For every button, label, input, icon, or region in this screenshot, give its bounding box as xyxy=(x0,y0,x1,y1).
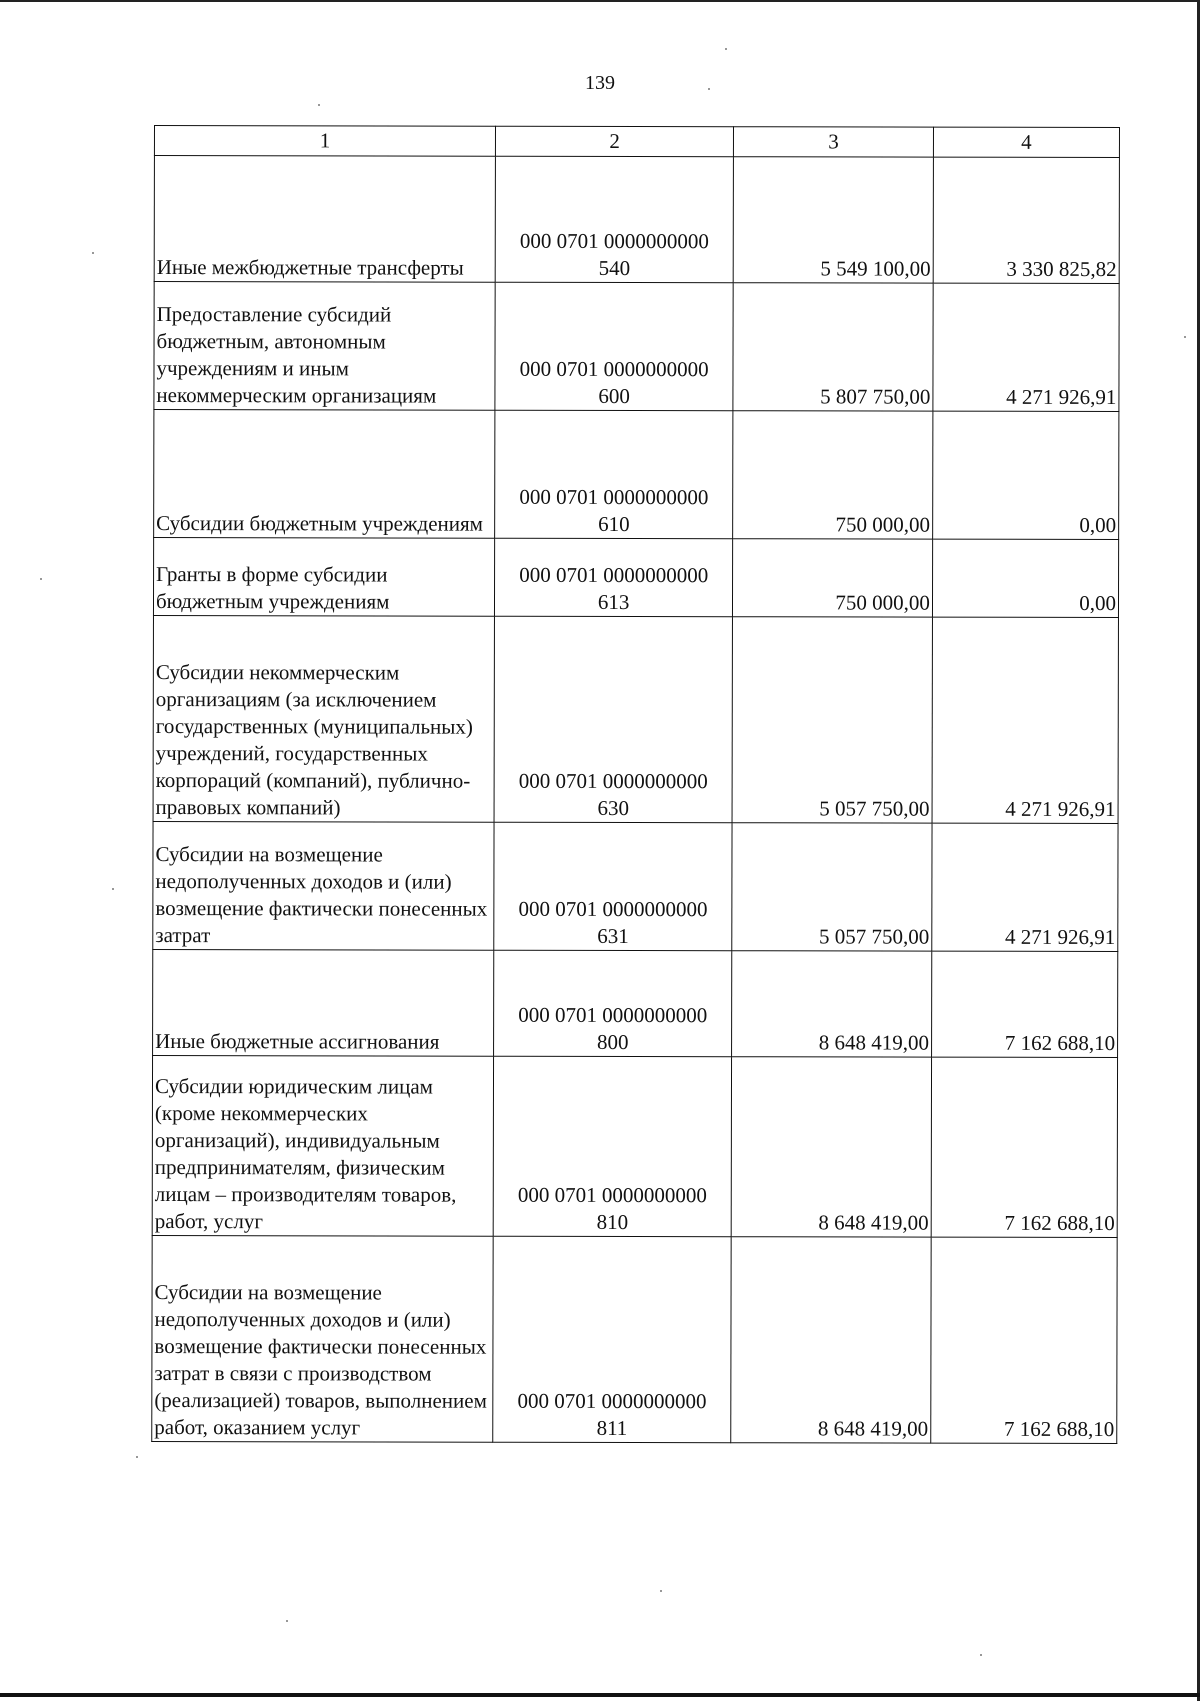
scan-speck xyxy=(112,888,114,890)
row-plan: 750 000,00 xyxy=(733,539,933,617)
row-code xyxy=(493,1236,731,1442)
row-code-line2: 811 xyxy=(596,1415,628,1440)
row-code-line2: 600 xyxy=(598,383,630,408)
header-row xyxy=(154,126,1119,158)
table-row xyxy=(154,410,1119,540)
scan-speck xyxy=(286,1620,288,1622)
scan-speck xyxy=(660,1590,662,1592)
row-code xyxy=(495,156,733,282)
row-code-line1: 000 0701 0000000000 xyxy=(518,896,708,922)
row-code-line2: 540 xyxy=(598,255,631,280)
row-plan: 8 648 419,00 xyxy=(731,1057,931,1237)
row-code xyxy=(494,616,732,822)
scan-speck xyxy=(708,88,710,90)
row-actual: 0,00 xyxy=(933,411,1119,539)
row-code-line1: 000 0701 0000000000 xyxy=(519,562,709,588)
scan-speck xyxy=(92,252,94,254)
row-actual: 7 162 688,10 xyxy=(931,1237,1118,1443)
table-row xyxy=(153,949,1118,1057)
row-name: Иные бюджетные ассигнования xyxy=(153,949,494,1056)
scan-edge-bottom xyxy=(0,1693,1200,1697)
row-plan: 5 549 100,00 xyxy=(733,157,933,283)
table-body xyxy=(152,156,1120,1444)
scan-speck xyxy=(136,1456,138,1458)
table-row xyxy=(153,538,1118,618)
row-name: Субсидии некоммерческим организациям (за исключением государственных (муниципальных) учреждений, государственных корпораций (компаний), публично-правовых компаний) xyxy=(153,616,495,823)
row-code-line1: 000 0701 0000000000 xyxy=(518,768,708,794)
table-row xyxy=(152,1055,1117,1237)
row-plan: 750 000,00 xyxy=(733,411,933,539)
row-code xyxy=(493,1056,731,1236)
row-plan: 5 807 750,00 xyxy=(733,283,933,411)
row-code-line1: 000 0701 0000000000 xyxy=(517,1182,707,1208)
row-code xyxy=(494,950,732,1056)
row-code-line2: 810 xyxy=(596,1209,629,1234)
row-plan: 5 057 750,00 xyxy=(732,823,932,951)
row-actual: 4 271 926,91 xyxy=(932,617,1119,823)
row-code-line2: 613 xyxy=(597,589,630,614)
row-actual: 4 271 926,91 xyxy=(933,283,1119,411)
page-number: 139 xyxy=(585,72,615,94)
row-code-line1: 000 0701 0000000000 xyxy=(519,356,709,382)
row-code-line1: 000 0701 0000000000 xyxy=(518,1002,708,1028)
column-header-2: 2 xyxy=(496,126,734,156)
row-plan: 5 057 750,00 xyxy=(732,617,932,823)
row-plan: 8 648 419,00 xyxy=(731,1237,931,1443)
row-name: Иные межбюджетные трансферты xyxy=(154,156,495,283)
row-name: Субсидии на возмещение недополученных доходов и (или) возмещение фактически понесенных затрат в связи с производством (реализацией) товаров, выполнением работ, оказанием услуг xyxy=(152,1235,494,1442)
table-row xyxy=(154,282,1119,412)
table-row xyxy=(153,616,1118,824)
table-row xyxy=(154,156,1119,284)
row-actual: 3 330 825,82 xyxy=(933,157,1119,283)
row-actual: 7 162 688,10 xyxy=(931,951,1117,1057)
scan-speck xyxy=(1184,336,1186,338)
row-name: Субсидии на возмещение недополученных доходов и (или) возмещение фактически понесенных затрат xyxy=(153,821,494,950)
row-code-line2: 800 xyxy=(596,1029,629,1054)
row-code-line2: 610 xyxy=(598,511,630,536)
row-code xyxy=(495,282,733,410)
budget-table xyxy=(151,125,1120,1444)
row-name: Предоставление субсидий бюджетным, автономным учреждениям и иным некоммерческим организациям xyxy=(154,282,495,411)
column-header-1: 1 xyxy=(154,126,495,157)
row-actual: 4 271 926,91 xyxy=(932,823,1118,951)
table-row xyxy=(153,821,1118,951)
scan-speck xyxy=(318,104,320,106)
row-code-line1: 000 0701 0000000000 xyxy=(519,228,709,254)
row-name: Гранты в форме субсидии бюджетным учреждениям xyxy=(153,538,494,617)
row-plan: 8 648 419,00 xyxy=(732,951,932,1057)
scan-speck xyxy=(725,48,727,50)
table-header xyxy=(154,126,1119,158)
scan-speck xyxy=(40,578,42,580)
column-header-3: 3 xyxy=(734,127,934,157)
scan-edge-top xyxy=(0,0,1200,2)
row-code xyxy=(495,410,733,538)
table-row xyxy=(152,1235,1117,1443)
scan-speck xyxy=(980,1654,982,1656)
row-actual: 0,00 xyxy=(932,539,1118,617)
row-name: Субсидии бюджетным учреждениям xyxy=(154,410,495,539)
row-code-line2: 630 xyxy=(597,795,630,820)
row-name: Субсидии юридическим лицам (кроме некоммерческих организаций), индивидуальным предпринимателям, физическим лицам – производителям товаров, работ, услуг xyxy=(152,1055,494,1236)
row-actual: 7 162 688,10 xyxy=(931,1057,1117,1237)
row-code-line2: 631 xyxy=(597,923,629,948)
column-header-4: 4 xyxy=(933,127,1119,157)
row-code-line1: 000 0701 0000000000 xyxy=(517,1388,707,1414)
row-code xyxy=(495,538,733,616)
row-code xyxy=(494,822,732,950)
row-code-line1: 000 0701 0000000000 xyxy=(519,484,709,510)
